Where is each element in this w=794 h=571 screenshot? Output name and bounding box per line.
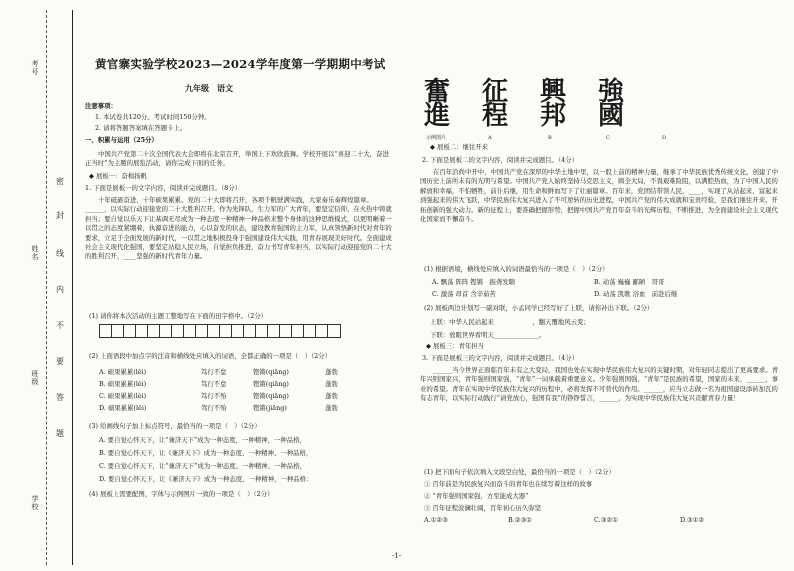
option-2-1-c: C. 激荡 昂首 含辛茹苦 bbox=[432, 290, 496, 298]
calligraphy-char: 興 bbox=[540, 77, 577, 107]
option-1-3-c: C. 要自觉心怀天下，让“兼济天下”成为一种态度、一种精神、一种品格， bbox=[99, 462, 306, 470]
seal-char: 要 bbox=[56, 357, 64, 366]
option-cell: 驾行不殆 bbox=[201, 404, 227, 412]
option-3-1-c: C.③②① bbox=[594, 516, 618, 524]
option-1-3-a: A. 要自觉心怀天下，让“兼济天下”成为一种态度，一种精神，一种品格， bbox=[99, 436, 306, 444]
option-cell: 铿锵(qiāng) bbox=[253, 392, 289, 400]
q3-item: ③ 百年征程波澜壮阔，百年初心历久弥坚 bbox=[424, 504, 542, 512]
option-cell: 蓬勃 bbox=[325, 368, 338, 376]
option-cell: 铿锵(qiāng) bbox=[253, 380, 289, 388]
question-1-3: (3) 给画线句子加上标点符号，最恰当的一项是（ ）（2分） bbox=[89, 422, 261, 430]
option-cell: 蓬勃 bbox=[325, 380, 338, 388]
question-1-4: (4) 展板上需要配图，字体与示例图片一致的一项是（ ）（2分） bbox=[89, 490, 274, 498]
option-cell: 笃行不殆 bbox=[201, 392, 227, 400]
question-3-1: (1) 把下面句子依次填入文段空白处，最恰当的一项是（ ）（2分） bbox=[424, 468, 615, 476]
option-cell: 铿锵(jiāng) bbox=[253, 404, 287, 412]
binding-margin bbox=[0, 0, 80, 571]
option-2-1-b: B. 动荡 巍巍 鄙陋 哥哥 bbox=[594, 278, 665, 286]
question-1-2: (2) 上面语段中加点字的注音和横线处应填入的词语，全都正确的一项是（ ）（2分） bbox=[89, 352, 332, 360]
xuexiao-label: 学校 bbox=[31, 495, 39, 511]
calligraphy-char: 程 bbox=[482, 101, 519, 131]
section-intro: 中国共产党第二十次全国代表大会即将在北京召开，举国上下欢欣鼓舞。学校开展以“喜迎二十大，奋进正当时”为主题的展览活动，请你完成下面的任务。 bbox=[85, 150, 389, 168]
question-1: 1. 下面是展板一的文字内容，阅读并完成题目。（8分） bbox=[85, 184, 241, 192]
panel-one-heading: ◆ 展板一：奋楫扬帆 bbox=[89, 172, 148, 180]
page-number: -1- bbox=[392, 552, 402, 560]
option-3-1-a: A.①②③ bbox=[424, 516, 448, 524]
notes-heading: 注意事项： bbox=[85, 102, 117, 110]
question-3-text: ______当今世界正面临百年未有之大变局，我国也处在实现中华民族伟大复兴的关键时期，对年轻同志提出了更高要求。青年兴则国家兴，青年强则国家强，“青年”一词承载着重要意义。少年强则国强，“青年”是民族的希望，国家的未来，______，事业的希望。青年在实现中华民族伟大复兴的历程中，必将发挥不可替代的作用。______，应当立志做一名为祖国建设添砖加瓦的有志青年，以实际行动践行“请党放心，强国有我”的铮铮誓言，______，为实现中华民族伟大复兴贡献青春力量！ bbox=[420, 366, 779, 403]
seal-char: 线 bbox=[56, 249, 64, 258]
option-cell: 笃行不怠 bbox=[201, 368, 227, 376]
couplet-upper: 上联：中华人民站起来 ，翻天覆地风云变； bbox=[430, 318, 590, 326]
kaohao-label: 考号 bbox=[31, 60, 39, 76]
option-3-1-b: B.②③① bbox=[508, 516, 532, 524]
calligraphy-letter: B bbox=[548, 135, 552, 141]
option-cell: 笃行不怠 bbox=[201, 380, 227, 388]
option-cell: 铿锵(qiāng) bbox=[253, 368, 289, 376]
binding-dashed-line bbox=[46, 10, 47, 565]
option-2-1-d: D. 动荡 凯歌 浴血 前赴后继 bbox=[594, 290, 678, 298]
question-2-text: 在百年洽尚中开中，中国共产党在深厚的中华土地中里，以一股上前的精神力量，继承了中华民族优秀传统文化，创建了中国历史上前所未有的光明与希望。中国共产党人始终坚持马克思主义，顾全大局，不畏艰难险阻，以满腔热血，为了中国人民的解放和幸福，不怕牺牲，前仆后继，用生命和鲜血写下了壮丽篇章。百年来，党团结带领人民，____，实现了从站起来、富起来到强起来的伟大飞跃，中华民族伟大复兴进入了不可逆转的历史进程，中国共产党的伟大成就和宝贵经验，是我们继往开来、开拓创新的强大动力。新的征程上，要准确把握形势，把握中国共产党百年奋斗的光辉历程，不断推进，为全面建设社会主义现代化国家而不懈奋斗。 bbox=[420, 168, 779, 224]
calligraphy-letter: D bbox=[662, 135, 667, 141]
option-1-3-b: B. 要自觉心怀天下，让《兼济天下》成为一种态度、一种精神、一种品格， bbox=[99, 449, 313, 457]
option-cell: 蓬勃 bbox=[325, 392, 338, 400]
calligraphy-char: 進 bbox=[424, 101, 461, 131]
right-column bbox=[418, 0, 786, 571]
calligraphy-char: 強 bbox=[598, 77, 635, 107]
tianzige-grid[interactable] bbox=[99, 324, 341, 338]
option-cell: 蓬勃 bbox=[325, 404, 338, 412]
question-2-2: (2) 展板两边计划写一副对联，小孟同学已经写好了上联，请你补出下联。（2分） bbox=[424, 304, 654, 312]
seal-char: 密 bbox=[56, 177, 64, 186]
option-1-3-d: D. 要自觉心怀天下，让《兼济天下》成为一种态度，一种精神，一种品格： bbox=[99, 475, 313, 483]
notes-item: 1. 本试卷共120分。考试时间150分钟。 bbox=[95, 113, 211, 121]
calligraphy-letter: A bbox=[488, 135, 492, 141]
question-2-1: (1) 根据语境，横线处应填入的词语最恰当的一项是（ ）（2分） bbox=[424, 265, 609, 273]
binding-solid-line bbox=[72, 10, 73, 565]
calligraphy-char: 邦 bbox=[540, 101, 577, 131]
exam-title: 黄官寨实验学校2023—2024学年度第一学期期中考试 bbox=[95, 57, 386, 71]
seal-char: 不 bbox=[56, 321, 64, 330]
question-1-text: 十年砥砺奋进，十年硕果累累。党的二十大即将召开，各项千帆驶满实践，大家奏乐奏辉煌篇章。______，以实际行动迎接党的二十大胜利召开。作为先锋队，生力军的广大青年，要坚定信仰、在火热中铸就担当；要自觉以乐天下让基调无尽成为一种态度一种精神一种品格来整个身体的这种思维模式，以更明晰着一以贯之的态度紧绷着，执源奋进的能力，心以奋发的状态，建设教育强国的主力军，认真领悟新时代对青年的要求，立足于全面发展的新时代，一以贯之地积极投身于强国建设伟大实践，用青春展现美好时代。全面建成社会主义现代化强国，要坚定站稳人民立场，自觉担负推进，奋力书写青年担当，以实际行动迎接党的二十大的胜利召开，____坚强的新时代青年力量。 bbox=[85, 196, 392, 261]
option-1-2-c: C. 硕果累累(lèi) bbox=[99, 392, 147, 400]
calligraphy-sample bbox=[422, 77, 662, 131]
banji-label: 班级 bbox=[31, 370, 39, 386]
calligraphy-note: 示例图片 bbox=[426, 135, 447, 141]
question-2: 2. 下面是展板二的文字内容，阅读并完成题目。（4分） bbox=[422, 156, 578, 164]
couplet-lower[interactable]: 下联：放眼世界看明天______________。 bbox=[430, 331, 546, 339]
seal-char: 答 bbox=[56, 393, 64, 402]
seal-char: 内 bbox=[56, 285, 64, 294]
question-1-1: (1) 请你将本次活动的主题工整地写在下面的田字格中。（2分） bbox=[89, 312, 268, 320]
option-2-1-a: A. 飘荡 阵阵 铿锵 振聋发聩 bbox=[432, 278, 516, 286]
panel-two-heading: ◆ 展板二：继往开来 bbox=[430, 143, 489, 151]
seal-char: 封 bbox=[56, 211, 64, 220]
calligraphy-char: 奮 bbox=[424, 77, 461, 107]
option-1-2-a: A. 硕果累累(lěi) bbox=[99, 368, 147, 376]
calligraphy-char: 征 bbox=[482, 77, 519, 107]
option-1-2-b: B. 硕果累累(lěi) bbox=[99, 380, 147, 388]
left-column bbox=[85, 0, 405, 571]
exam-subtitle: 九年级 语文 bbox=[185, 83, 233, 93]
xingming-label: 姓名 bbox=[31, 245, 39, 261]
q3-item: ② “青年强则国家强，方至能成大器” bbox=[424, 492, 529, 500]
calligraphy-char: 國 bbox=[598, 101, 635, 131]
calligraphy-letter: C bbox=[606, 135, 610, 141]
option-3-1-d: D.③①② bbox=[680, 516, 705, 524]
panel-three-heading: ◆ 展板三：青年担当 bbox=[426, 342, 485, 350]
section-heading: 一、积累与运用（25分） bbox=[85, 136, 158, 144]
question-3: 3. 下面是展板三的文字内容，阅读并完成题目。（4分） bbox=[422, 354, 578, 362]
notes-item: 2. 请将答题答案填在答题卡上。 bbox=[95, 124, 187, 132]
option-1-2-d: D. 硕果累累(lěi) bbox=[99, 404, 147, 412]
seal-char: 题 bbox=[56, 429, 64, 438]
q3-item: ① 百年前是为民族复兴而奋斗的青年也在续写着这样的故事 bbox=[424, 480, 593, 488]
